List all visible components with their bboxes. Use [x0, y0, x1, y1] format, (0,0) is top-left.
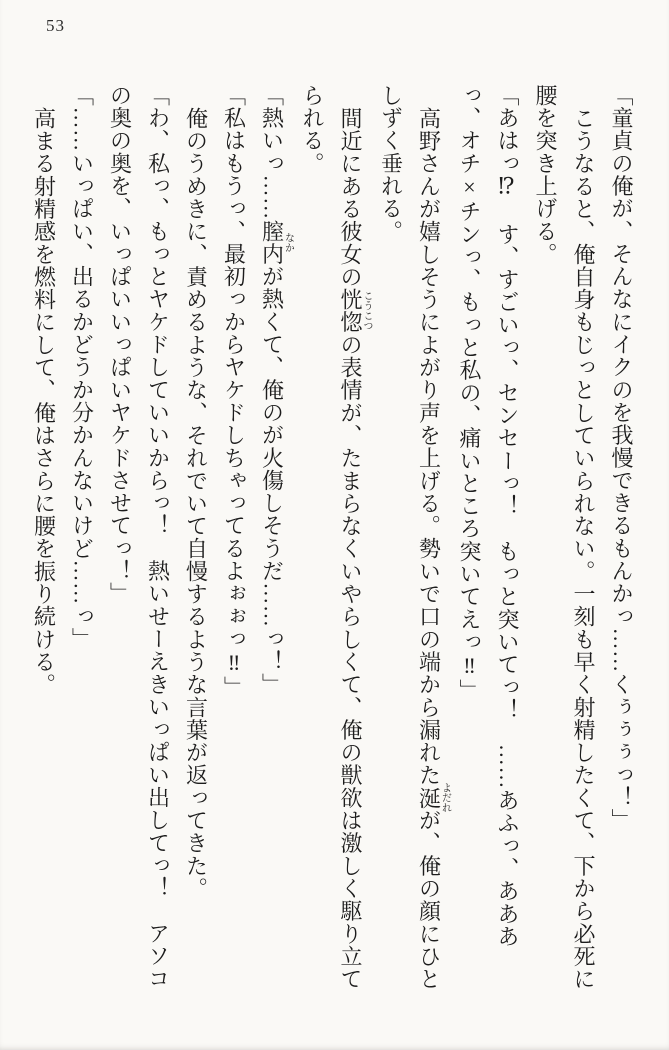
- furigana-annotated-word: 恍惚こうこつ: [338, 288, 372, 334]
- dialogue-paragraph: 「あはっ⁉ す、すごいっ、センセーっ！ もっと突いてっ！ ……あふっ、あああっ、オチ×チンっ、もっと私の、痛いところ突いてえっ‼」: [457, 84, 520, 948]
- narration-paragraph: 間近にある彼女の恍惚こうこつの表情が、たまらなくいやらしくて、俺の獣欲は激しく駆り立てられる。: [300, 84, 372, 991]
- dialogue-paragraph: 「わ、私っ、もっとヤケドしていいからっ！ 熱いせーえきいっぱい出してっ！ アソコの奥の奥を、いっぱいいっぱいヤケドさせてっ！」: [107, 84, 171, 990]
- dialogue-paragraph: 「……いっぱい、出るかどうか分かんないけど……っ」: [69, 84, 95, 651]
- novel-text-block: [30, 84, 640, 992]
- dialogue-paragraph: 「熱いっ……膣内なかが熱くて、俺のが火傷しそうだ……っ！」: [259, 84, 294, 696]
- narration-paragraph: こうなると、俺自身もじっとしていられない。一刻も早く射精したくて、下から必死に腰を突き上げる。: [533, 84, 596, 991]
- dialogue-paragraph: 「私はもうっ、最初っからヤケドしちゃってるよぉぉっ‼」: [221, 84, 247, 699]
- dialogue-paragraph: 「童貞の俺が、そんなにイクのを我慢できるもんかっ……くぅぅぅっ！」: [609, 84, 634, 832]
- narration-paragraph: 俺のうめきに、責めるような、それでいて自慢するような言葉が返ってきた。: [183, 107, 209, 900]
- page-number: 53: [46, 16, 65, 35]
- furigana-annotated-word: 涎よだれ: [416, 782, 451, 813]
- narration-paragraph: 高野さんが嬉しそうによがり声を上げる。勢いで口の端から漏れた涎よだれが、俺の顔にひとしずく垂れる。: [378, 84, 451, 991]
- furigana-annotated-word: 膣内なか: [259, 219, 294, 266]
- narration-paragraph: 高まる射精感を燃料にして、俺はさらに腰を振り続ける。: [31, 107, 57, 696]
